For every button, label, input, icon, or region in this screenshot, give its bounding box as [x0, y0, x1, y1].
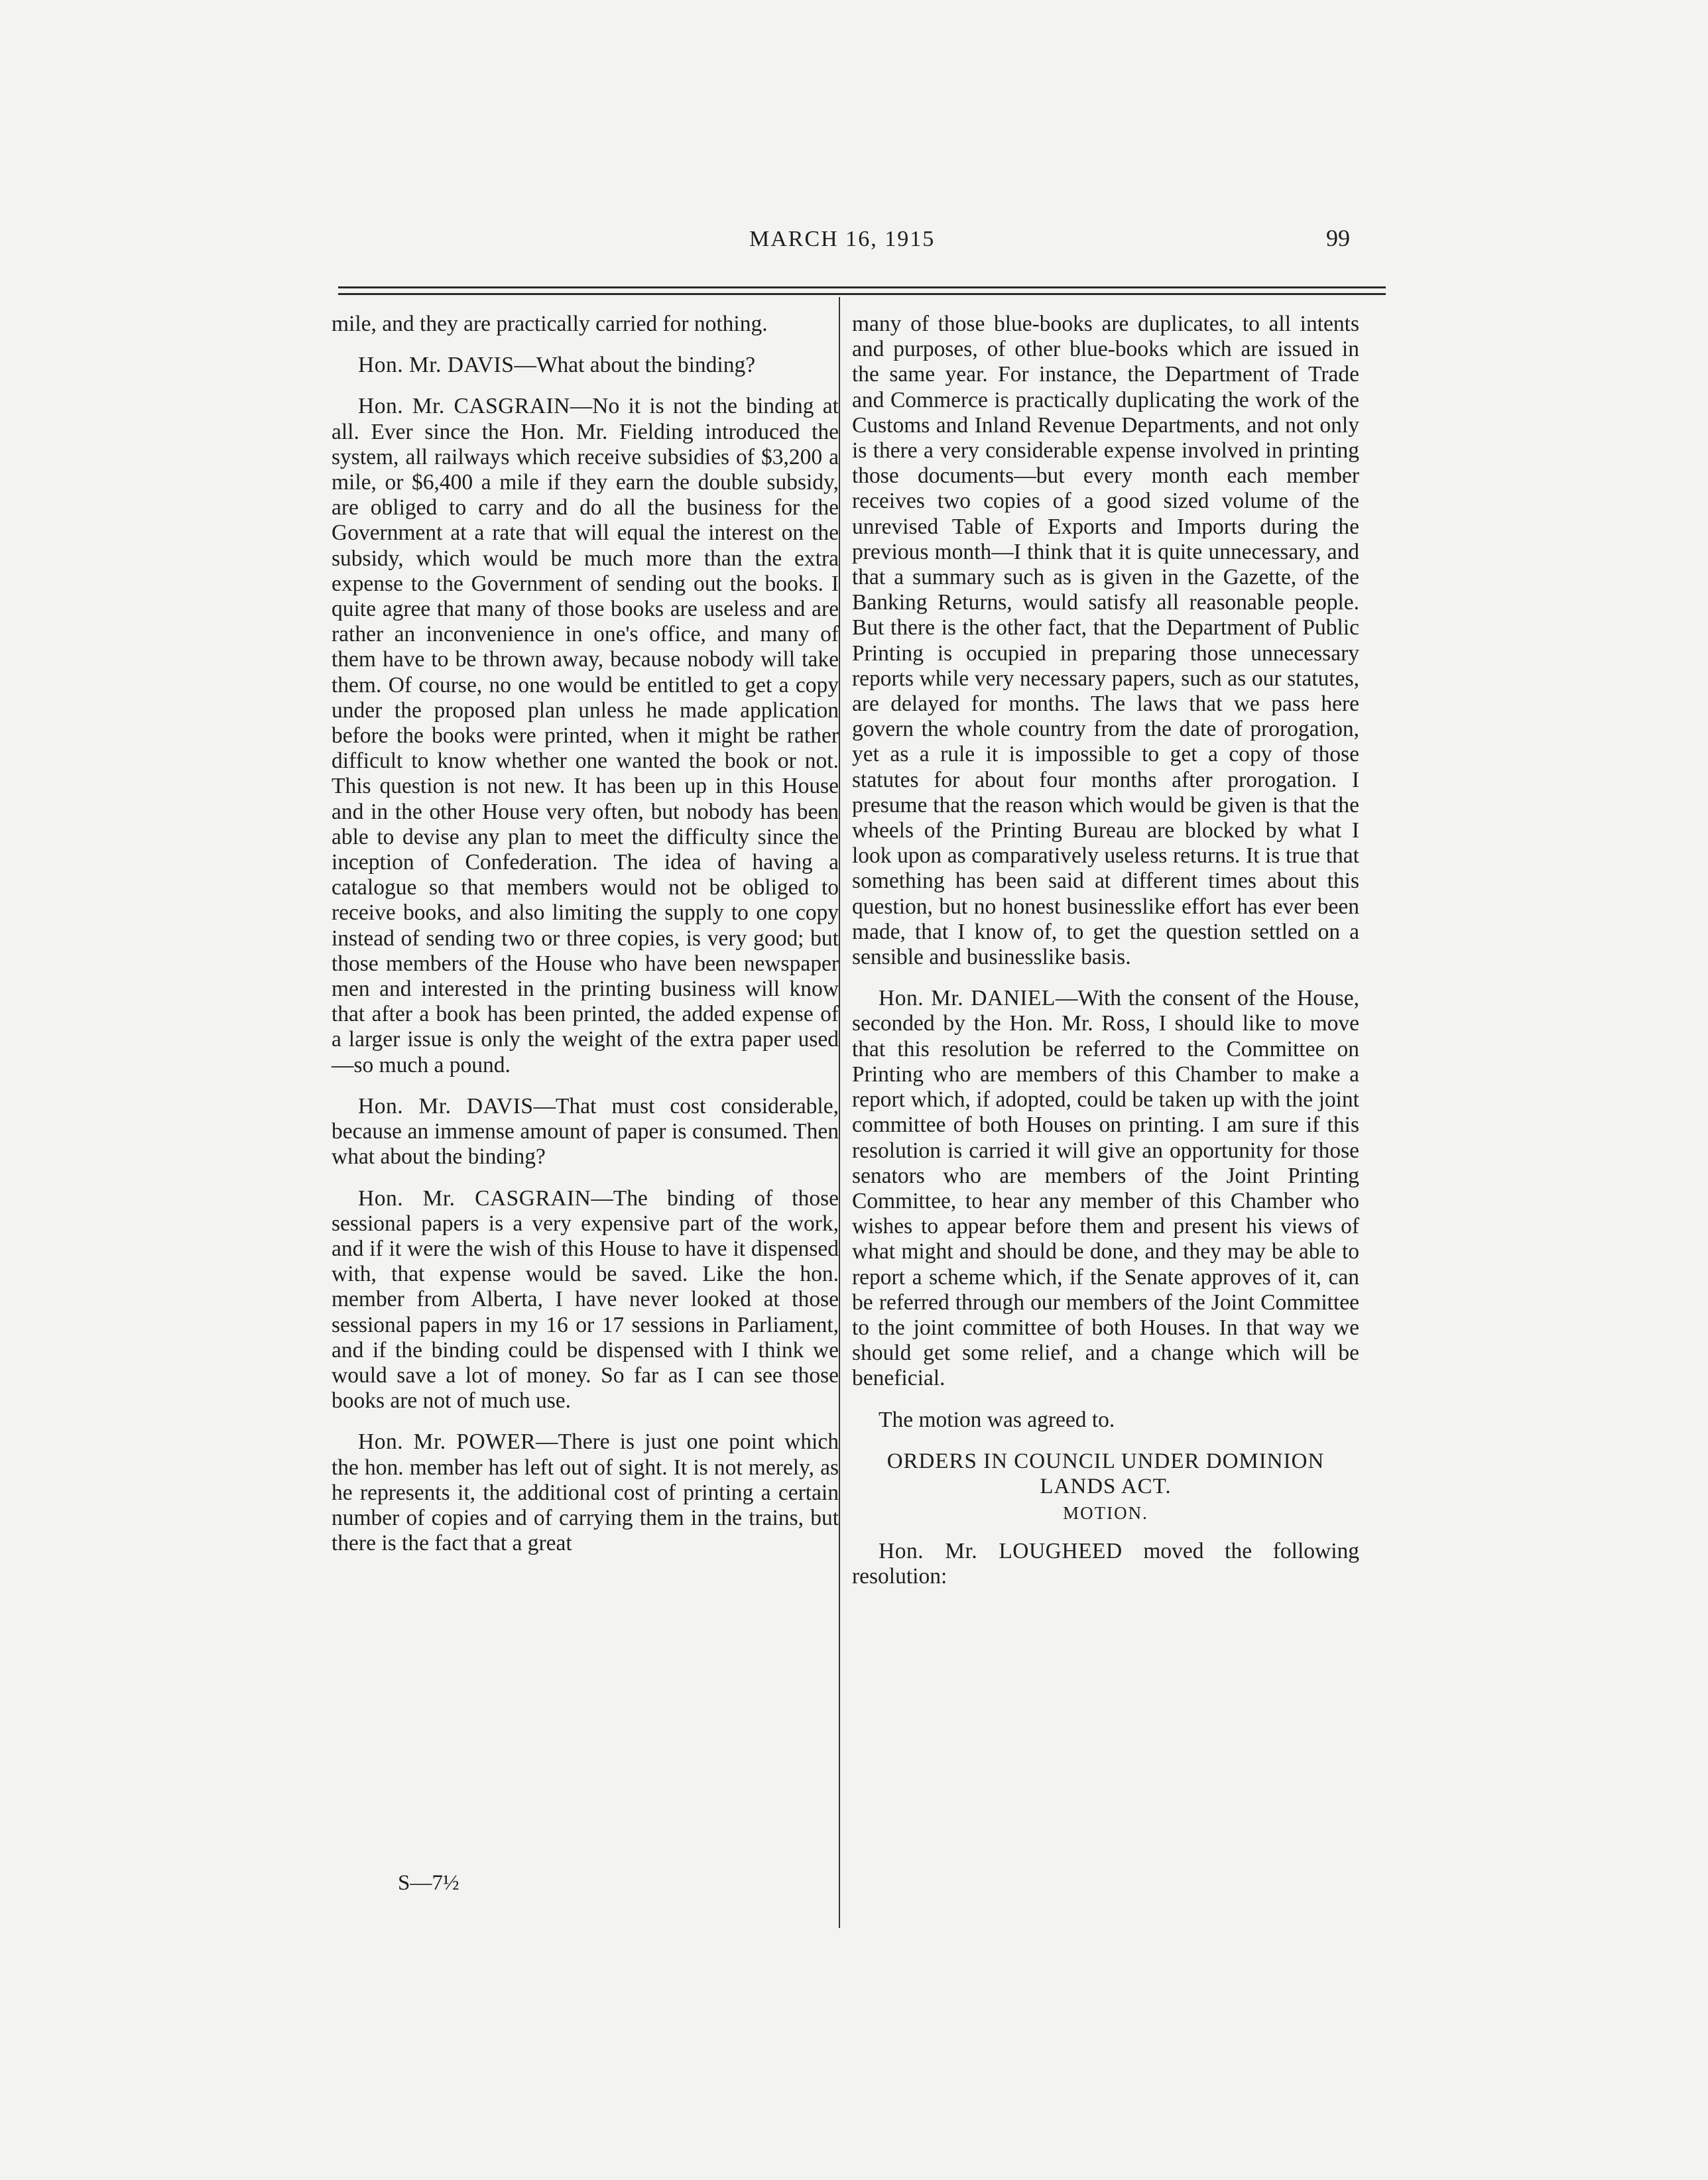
speaker-name: Hon. Mr. DAVIS	[358, 353, 515, 378]
page-number: 99	[1326, 225, 1350, 251]
speech-text: —No it is not the binding at all. Ever since the Hon. Mr. Fielding introduced the system, all railways which receive subsidies of $3,200 a mile, or $6,400 a mile if they earn the double subsidy, are obliged to carry and do all the business for the Government at a rate that will equal the interest on the subsidy, which would be much more than the extra expense to the Government of sending out the books. I quite agree that many of those books are useless and are rather an inconvenience in one's office, and many of them have to be thrown away, because nobody will take them. Of course, no one would be entitled to get a copy under the proposed plan unless he made application before the books were printed, when it might be rather difficult to know whether one wanted the book or not. This question is not new. It has been up in this House and in the other House very often, but nobody has been able to devise any plan to meet the difficulty since the inception of Confederation. The idea of having a catalogue so that members would not be obliged to receive books, and also limiting the supply to one copy instead of sending two or three copies, is very good; but those members of the House who have been newspaper men and interested in the printing business will know that after a book has been printed, the added expense of a larger issue is only the weight of the extra paper used—so much a pound.	[332, 394, 839, 1077]
paragraph	[332, 1429, 839, 1556]
speaker-name: Hon. Mr. CASGRAIN	[358, 394, 570, 419]
paragraph: mile, and they are practically carried for nothing.	[332, 312, 768, 336]
speaker-name: Hon. Mr. POWER	[358, 1429, 536, 1455]
paragraph	[332, 1186, 839, 1414]
speech-text: moved the following resolution:	[852, 1538, 1360, 1589]
sub-heading: MOTION.	[1063, 1502, 1148, 1523]
section-heading: ORDERS IN COUNCIL UNDER DOMINION LANDS ACT.	[886, 1449, 1325, 1498]
speech-text: —With the consent of the House, seconded by the Hon. Mr. Ross, I should like to move that this resolution be referred to the Committee on Printing who are members of this Chamber to make a report which, if adopted, could be taken up with the joint committee of both Houses on printing. I am sure if this resolution is carried it will give an opportunity for those senators who are members of the Joint Printing Committee, to hear any member of this Chamber who wishes to appear before them and present his views of what might and should be done, and they may be able to report a scheme which, if the Senate approves of it, can be referred through our members of the Joint Committee to the joint committee of both Houses. In that way we should get some relief, and a change which will be beneficial.	[852, 986, 1359, 1391]
speech-text: —What about the binding?	[514, 353, 756, 378]
page-date-header: MARCH 16, 1915	[749, 227, 936, 251]
paragraph	[852, 986, 1359, 1391]
right-column	[852, 312, 1359, 1605]
speaker-name: Hon. Mr. DAVIS	[358, 1093, 534, 1119]
column-divider	[839, 297, 840, 1928]
speaker-name: Hon. Mr. LOUGHEED	[879, 1538, 1123, 1563]
speaker-name: Hon. Mr. DANIEL	[879, 986, 1056, 1011]
paragraph	[852, 1539, 1359, 1589]
left-column	[332, 312, 839, 1572]
paragraph	[332, 1094, 839, 1170]
speech-text: —There is just one point which the hon. member has left out of sight. It is not merely, as he represents it, the additional cost of printing a certain number of copies and of carrying them in the trains, but there is the fact that a great	[332, 1429, 839, 1556]
header-rule-bottom	[338, 293, 1386, 295]
paragraph: many of those blue-books are duplicates, to all intents and purposes, of other blue-books which are issued in the same year. For instance, the Department of Trade and Commerce is practically duplicating the work of the Customs and Inland Revenue Departments, and not only is there a very considerable expense involved in printing those documents—but every month each member receives two copies of a good sized volume of the unrevised Table of Exports and Imports during the previous month—I think that it is quite unnecessary, and that a summary such as is given in the Gazette, of the Banking Returns, would satisfy all reasonable people. But there is the other fact, that the Department of Public Printing is occupied in preparing those unnecessary reports while very necessary papers, such as our statutes, are delayed for months. The laws that we pass here govern the whole country from the date of prorogation, yet as a rule it is impossible to get a copy of those statutes for about four months after prorogation. I presume that the reason which would be given is that the wheels of the Printing Bureau are blocked by what I look upon as comparatively useless returns. It is true that something has been said at different times about this question, but no honest businesslike effort has ever been made, that I know of, to get the question settled on a sensible and businesslike basis.	[852, 312, 1359, 970]
paragraph	[332, 394, 839, 1077]
paragraph	[332, 353, 839, 378]
signature-mark: S—7½	[398, 1871, 459, 1895]
header-rule-top	[338, 286, 1386, 288]
paragraph: The motion was agreed to.	[879, 1407, 1115, 1432]
speaker-name: Hon. Mr. CASGRAIN	[358, 1185, 591, 1211]
speech-text: —That must cost considerable, because an immense amount of paper is consumed. Then what about the binding?	[332, 1093, 839, 1170]
speech-text: —The binding of those sessional papers is a very expensive part of the work, and if it were the wish of this House to have it dispensed with, that expense would be saved. Like the hon. member from Alberta, I have never looked at those sessional papers in my 16 or 17 sessions in Parliament, and if the binding could be dispensed with I think we would save a lot of money. So far as I can see those books are not of much use.	[332, 1185, 839, 1414]
